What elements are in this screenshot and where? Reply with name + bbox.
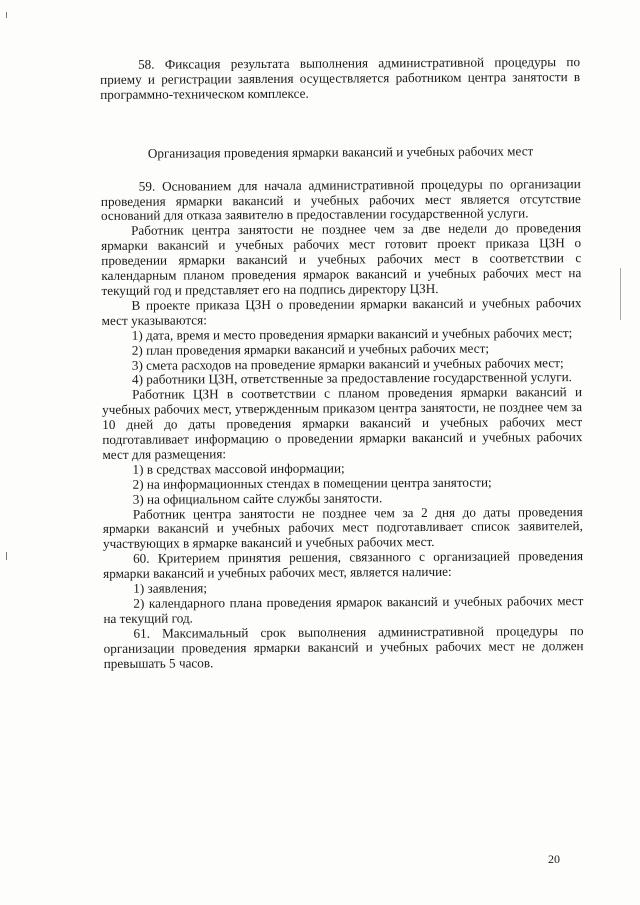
paragraph-58: 58. Фиксация результата выполнения административной процедуры по приему и регистрации заявления осуществляется работником центра занятости в программно-техническом комплексе. xyxy=(100,54,581,102)
scan-mark xyxy=(6,552,7,560)
paragraph-59-c: В проекте приказа ЦЗН о проведении ярмарки вакансий и учебных рабочих мест указываются: xyxy=(101,294,582,328)
list-item: 2) план проведения ярмарки вакансий и учебных рабочих мест; xyxy=(131,340,490,358)
list-item: 2) календарного плана проведения ярмарок вакансий и учебных рабочих мест на текущий год. xyxy=(103,593,584,626)
list-item: 1) заявления; xyxy=(133,580,208,596)
paragraph-59: 59. Основанием для начала административной процедуры по организации проведения ярмарки вакансий и учебных рабочих мест является отсутствие оснований для отказа заявителю в предоставлении государственной услуги. xyxy=(100,175,581,224)
paragraph-59-e: Работник центра занятости не позднее чем за 2 дня до даты проведения ярмарки вакансий и учебных рабочих мест подготавливает список заявителей, участвующих в ярмарке вакансий и учебных рабочих мест. xyxy=(102,503,583,552)
scan-mark xyxy=(620,268,621,320)
document-body xyxy=(100,55,584,671)
list-item: 1) в средствах массовой информации; xyxy=(132,460,345,477)
paragraph-61: 61. Максимальный срок выполнения административной процедуры по организации проведения ярмарки вакансий и учебных рабочих мест не должен превышать 5 часов. xyxy=(103,622,584,671)
list-item: 2) на информационных стендах в помещении центра занятости; xyxy=(132,474,492,492)
list-item: 3) смета расходов на проведение ярмарки вакансий и учебных рабочих мест; xyxy=(131,354,564,373)
list-item: 3) на официальном сайте службы занятости. xyxy=(132,489,383,507)
paragraph-59-d: Работник ЦЗН в соответствии с планом проведения ярмарки вакансий и учебных рабочих мест, утвержденным приказом центра занятости, не позднее чем за 10 дней до даты проведения ярмарки вакансий и учебных рабочих мест подготавливает информацию о проведении ярмарки вакансий и учебных рабочих мест для размещения: xyxy=(102,384,583,462)
list-item: 4) работники ЦЗН, ответственные за предоставление государственной услуги. xyxy=(131,369,572,388)
scan-mark xyxy=(6,12,7,18)
paragraph-59-b: Работник центра занятости не позднее чем за две недели до проведения ярмарки вакансий и учебных рабочих мест готовит проект приказа ЦЗН о проведении ярмарки вакансий и учебных рабочих мест в соответствии с календарным планом проведения ярмарок вакансий и учебных рабочих мест на текущий год и представляет его на подпись директору ЦЗН. xyxy=(101,220,582,298)
paragraph-60: 60. Критерием принятия решения, связанного с организацией проведения ярмарки вакансий и учебных рабочих мест, является наличие: xyxy=(103,548,584,582)
section-heading: Организация проведения ярмарки вакансий и учебных рабочих мест xyxy=(147,143,534,161)
list-item: 1) дата, время и место проведения ярмарки вакансий и учебных рабочих мест; xyxy=(131,324,573,343)
page-number: 20 xyxy=(548,852,560,866)
